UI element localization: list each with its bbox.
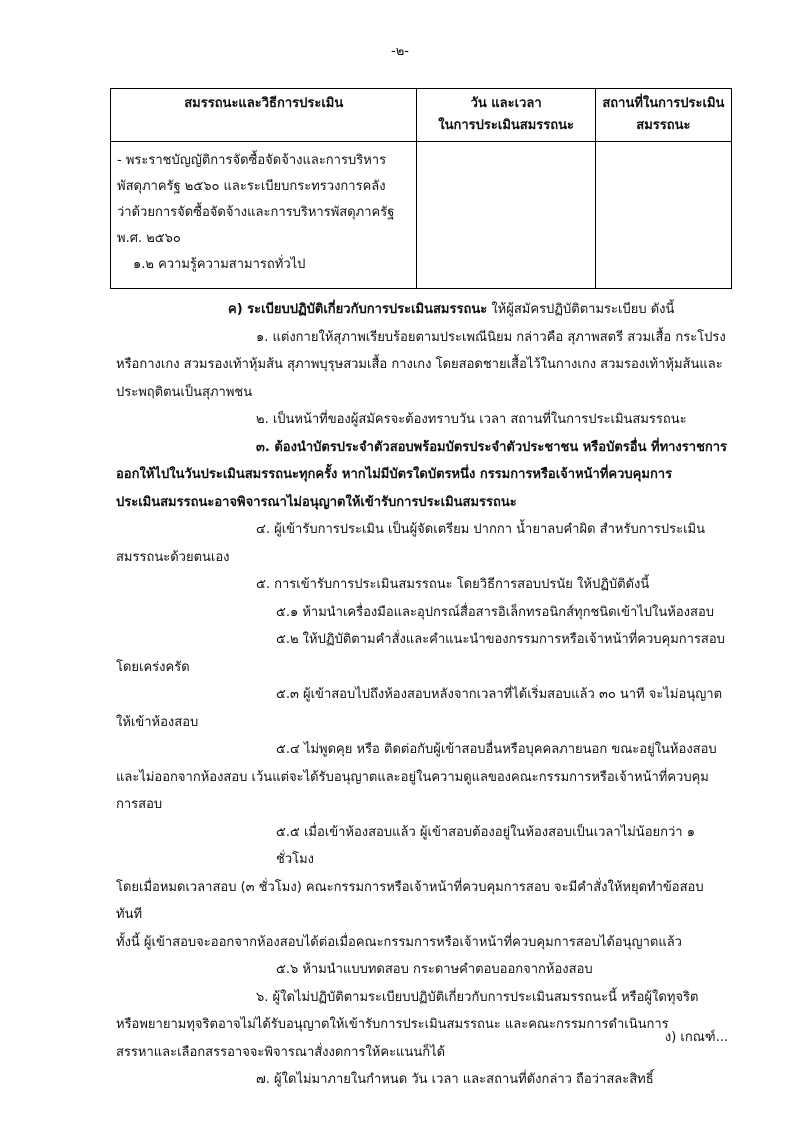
rule-line: ประเมินสมรรถนะอาจพิจารณาไม่อนุญาตให้เข้ารับการประเมินสมรรถนะ — [116, 494, 517, 510]
date-time-cell — [417, 142, 595, 289]
rule-item: ๕. การเข้ารับการประเมินสมรรถนะ โดยวิธีการสอบปรนัย ให้ปฏิบัติดังนี้ — [256, 577, 650, 592]
rule-line: ทั้งนี้ ผู้เข้าสอบจะออกจากห้องสอบได้ต่อเมื่อคณะกรรมการหรือเจ้าหน้าที่ควบคุมการสอบได้อนุญาตแล้ว — [116, 934, 682, 950]
rule-line: โดยเคร่งครัด — [116, 659, 190, 675]
rule-line: ออกให้ไปในวันประเมินสมรรถนะทุกครั้ง หากไม่มีบัตรใดบัตรหนึ่ง กรรมการหรือเจ้าหน้าที่ควบคุมการ — [116, 467, 673, 482]
rule-line: และไม่ออกจากห้องสอบ เว้นแต่จะได้รับอนุญาตและอยู่ในความดูแลของคณะกรรมการหรือเจ้าหน้าที่ควบคุม — [116, 769, 709, 785]
cell-line: ว่าด้วยการจัดซื้อจัดจ้างและการบริหารพัสดุภาครัฐ — [117, 205, 395, 220]
rule-line: สมรรถนะด้วยตนเอง — [116, 549, 230, 565]
rule-line: ประพฤติตนเป็นสุภาพชน — [116, 384, 253, 400]
rule-item: ๑. แต่งกายให้สุภาพเรียบร้อยตามประเพณีนิยม กล่าวคือ สุภาพสตรี สวมเสื้อ กระโปรง — [256, 329, 726, 345]
rule-line: หรือพยายามทุจริตอาจไม่ได้รับอนุญาตให้เข้ารับการประเมินสมรรถนะ และคณะกรรมการดำเนินการ — [116, 1017, 669, 1032]
page-number: -๒- — [391, 44, 409, 59]
assessment-table — [110, 88, 732, 289]
location-cell — [595, 142, 731, 289]
continuation-note: ง) เกณฑ์... — [664, 1030, 728, 1045]
section-heading: ค) ระเบียบปฏิบัติเกี่ยวกับการประเมินสมรรถนะ ให้ผู้สมัครปฏิบัติตามระเบียบ ดังนี้ — [228, 302, 675, 317]
cell-line: พัสดุภาครัฐ ๒๕๖๐ และระเบียบกระทรวงการคลัง — [117, 179, 386, 194]
header-date-time: วัน และเวลา ในการประเมินสมรรถนะ — [417, 89, 595, 142]
table-row — [111, 142, 732, 289]
rule-subitem: ๕.๑ ห้ามนำเครื่องมือและอุปกรณ์สื่อสารอิเล็กทรอนิกส์ทุกชนิดเข้าไปในห้องสอบ — [276, 604, 715, 620]
rule-subitem: ๕.๕ เมื่อเข้าห้องสอบแล้ว ผู้เข้าสอบต้องอยู่ในห้องสอบเป็นเวลาไม่น้อยกว่า ๑ ชั่วโมง — [276, 824, 695, 867]
rule-item: ๒. เป็นหน้าที่ของผู้สมัครจะต้องทราบวัน เวลา สถานที่ในการประเมินสมรรถนะ — [256, 412, 687, 427]
rule-line: โดยเมื่อหมดเวลาสอบ (๓ ชั่วโมง) คณะกรรมการหรือเจ้าหน้าที่ควบคุมการสอบ จะมีคำสั่งให้หยุดทำข้อสอบทันที — [116, 879, 704, 922]
rule-item: ๓. ต้องนำบัตรประจำตัวสอบพร้อมบัตรประจำตัวประชาชน หรือบัตรอื่น ที่ทางราชการ — [256, 439, 728, 455]
rule-line: หรือกางเกง สวมรองเท้าหุ้มส้น สุภาพบุรุษสวมเสื้อ กางเกง โดยสอดชายเสื้อไว้ในกางเกง สวมรองเท้าหุ้มส้นและ — [116, 357, 723, 372]
rules-section — [116, 296, 728, 1094]
rule-item: ๖. ผู้ใดไม่ปฏิบัติตามระเบียบปฏิบัติเกี่ยวกับการประเมินสมรรถนะนี้ หรือผู้ใดทุจริต — [256, 989, 699, 1005]
cell-line: พ.ศ. ๒๕๖๐ — [117, 231, 181, 246]
rule-subitem: ๕.๔ ไม่พูดคุย หรือ ติดต่อกับผู้เข้าสอบอื่นหรือบุคคลภายนอก ขณะอยู่ในห้องสอบ — [276, 742, 717, 757]
header-competency-method: สมรรถนะและวิธีการประเมิน — [111, 89, 417, 142]
table-header-row — [111, 89, 732, 142]
competency-cell — [111, 142, 417, 289]
rule-subitem: ๕.๒ ให้ปฏิบัติตามคำสั่งและคำแนะนำของกรรมการหรือเจ้าหน้าที่ควบคุมการสอบ — [276, 632, 725, 647]
cell-line: - พระราชบัญญัติการจัดซื้อจัดจ้างและการบริหาร — [117, 153, 387, 168]
rule-line: ให้เข้าห้องสอบ — [116, 714, 199, 730]
rule-subitem: ๕.๖ ห้ามนำแบบทดสอบ กระดาษคำตอบออกจากห้องสอบ — [276, 962, 593, 977]
header-location: สถานที่ในการประเมิน สมรรถนะ — [595, 89, 731, 142]
rule-subitem: ๕.๓ ผู้เข้าสอบไปถึงห้องสอบหลังจากเวลาที่ได้เริ่มสอบแล้ว ๓๐ นาที จะไม่อนุญาต — [276, 687, 723, 702]
rule-item: ๔. ผู้เข้ารับการประเมิน เป็นผู้จัดเตรียม ปากกา น้ำยาลบคำผิด สำหรับการประเมิน — [256, 522, 705, 537]
rule-item: ๗. ผู้ใดไม่มาภายในกำหนด วัน เวลา และสถานที่ดังกล่าว ถือว่าสละสิทธิ์ — [256, 1072, 654, 1087]
cell-line: ๑.๒ ความรู้ความสามารถทั่วไป — [133, 257, 306, 272]
rule-line: สรรหาและเลือกสรรอาจจะพิจารณาสั่งงดการให้คะแนนก็ได้ — [116, 1044, 446, 1060]
rule-line: การสอบ — [116, 797, 163, 812]
